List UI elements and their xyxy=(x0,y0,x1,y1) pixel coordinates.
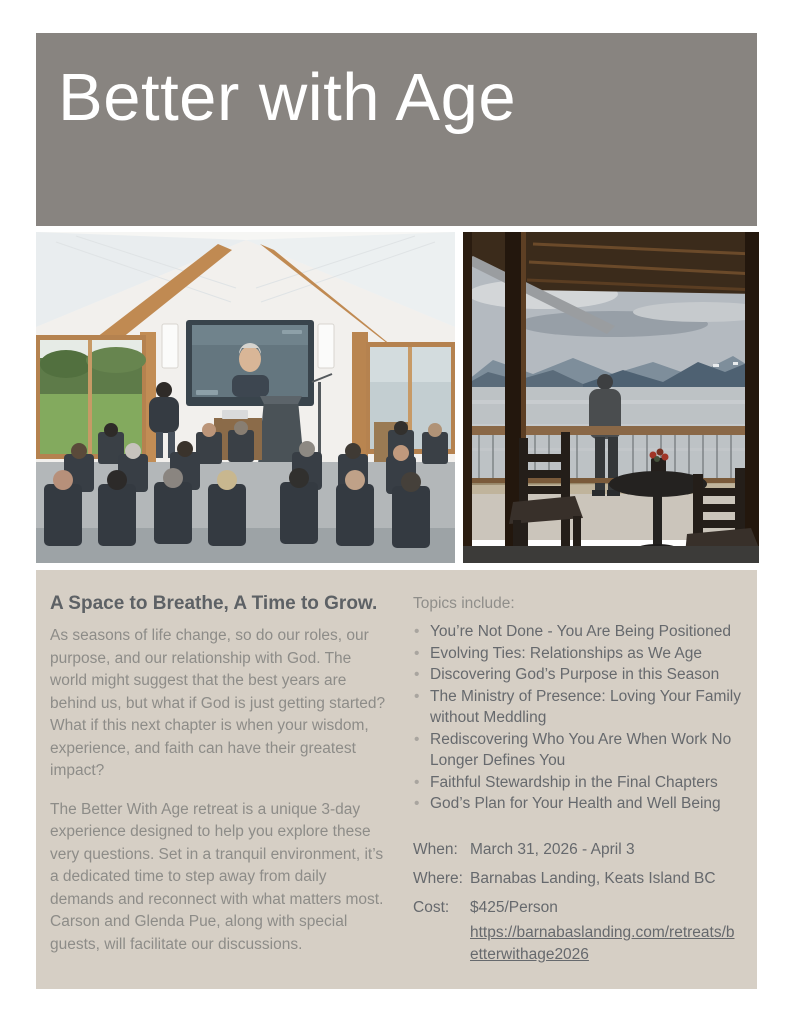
where-value: Barnabas Landing, Keats Island BC xyxy=(470,869,716,887)
info-panel xyxy=(36,570,757,989)
meeting-room-photo xyxy=(36,232,455,563)
cost-amount: $425/Person xyxy=(470,898,558,916)
event-details xyxy=(413,839,747,966)
topics-column xyxy=(413,594,747,974)
meeting-room-illustration xyxy=(36,232,455,563)
topic-item: • You’re Not Done - You Are Being Positioned xyxy=(413,621,747,643)
where-label: Where: xyxy=(413,869,463,887)
deck-view-photo xyxy=(463,232,759,563)
when-value: March 31, 2026 - April 3 xyxy=(470,840,635,858)
registration-link[interactable]: https://barnabaslanding.com/retreats/betterwithage2026 xyxy=(470,923,735,963)
page-title: Better with Age xyxy=(58,60,517,135)
cost-value xyxy=(470,897,747,966)
intro-heading: A Space to Breathe, A Time to Grow. xyxy=(50,593,378,614)
detail-row-cost xyxy=(413,897,747,966)
deck-view-illustration xyxy=(463,232,759,563)
intro-text xyxy=(50,625,390,956)
topic-item: • Faithful Stewardship in the Final Chapters xyxy=(413,772,747,794)
topics-label: Topics include: xyxy=(413,595,515,612)
intro-column xyxy=(50,592,390,972)
intro-paragraph-2: The Better With Age retreat is a unique 3-day experience designed to help you explore these very questions. Set in a tranquil environment, it’s a dedicated time to step away from daily demands and reconnect with what matters most. Carson and Glenda Pue, along with special guests, will facilitate our discussions. xyxy=(50,800,384,953)
topic-item: • Discovering God’s Purpose in this Season xyxy=(413,664,747,686)
cost-label: Cost: xyxy=(413,898,450,916)
topic-item: • God’s Plan for Your Health and Well Being xyxy=(413,793,747,815)
topic-item: • Evolving Ties: Relationships as We Age xyxy=(413,643,747,665)
detail-row-where xyxy=(413,868,747,889)
topic-item: • Rediscovering Who You Are When Work No Longer Defines You xyxy=(413,729,747,772)
detail-row-when xyxy=(413,839,747,860)
intro-paragraph-1: As seasons of life change, so do our roles, our purpose, and our relationship with God. The world might suggest that the best years are behind us, but what if God is just getting started? What if this next chapter is when your wisdom, experience, and faith can have their greatest impact? xyxy=(50,627,386,779)
when-label: When: xyxy=(413,840,458,858)
topics-list xyxy=(413,621,747,815)
header-band xyxy=(36,33,757,226)
topic-item: • The Ministry of Presence: Loving Your Family without Meddling xyxy=(413,686,747,729)
